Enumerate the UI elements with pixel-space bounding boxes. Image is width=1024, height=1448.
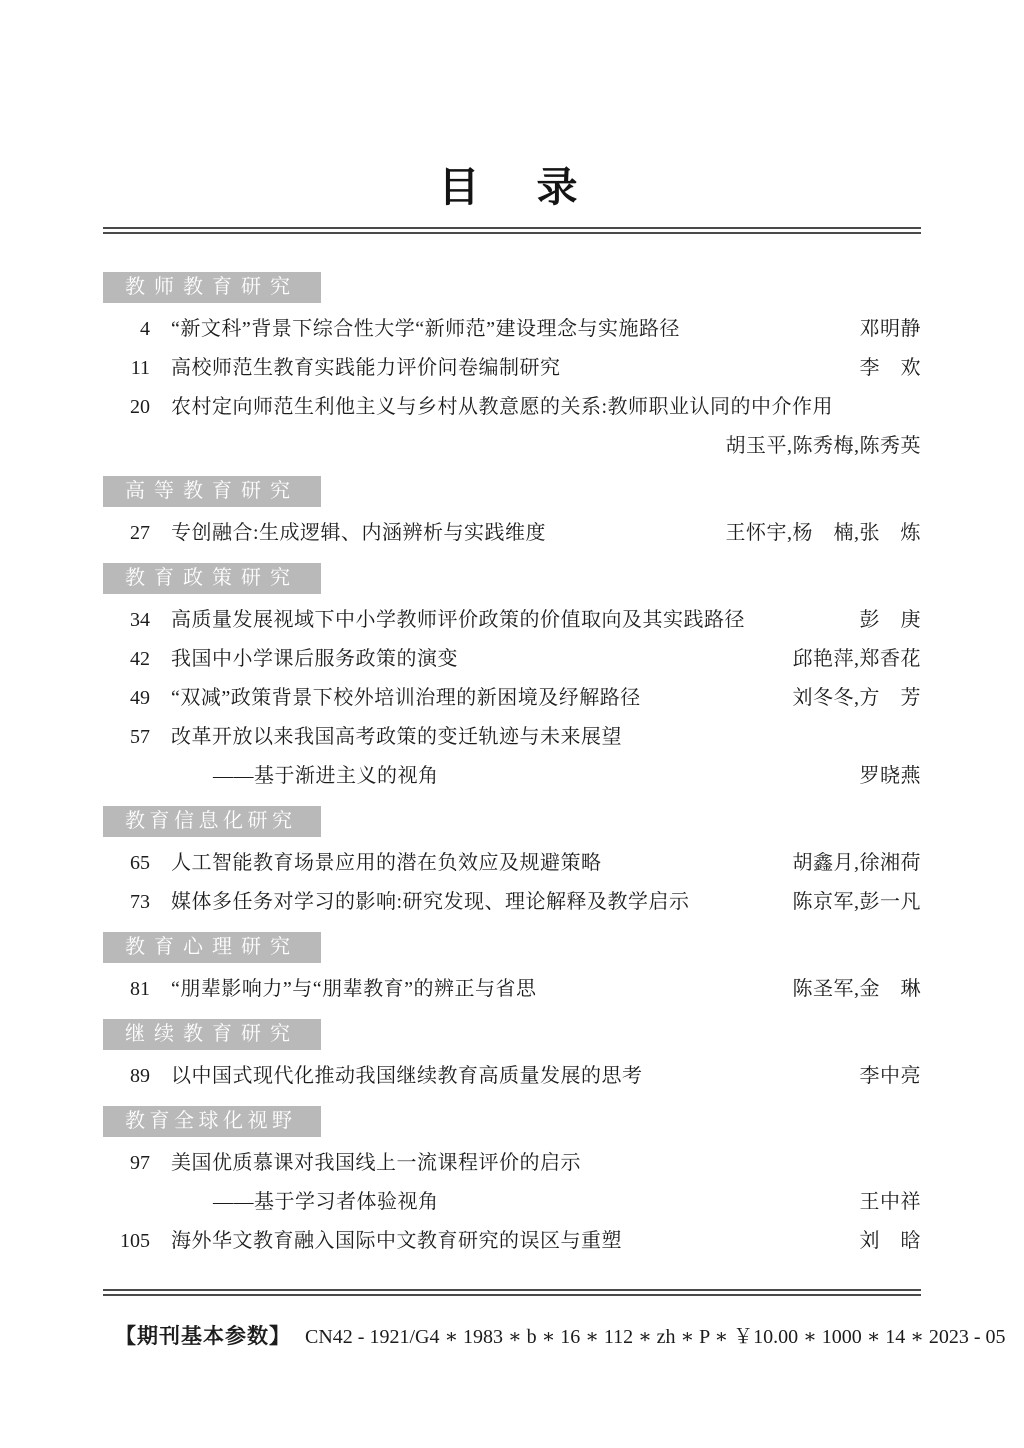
entry-title: “朋辈影响力”与“朋辈教育”的辨正与省思 — [171, 978, 537, 1000]
journal-parameters-footer — [103, 1320, 1006, 1350]
entry-page-number: 57 — [130, 726, 150, 748]
toc-entry-row — [103, 890, 921, 914]
entry-authors: 胡鑫月,徐湘荷 — [792, 852, 921, 874]
section-header-education-informatization-research — [103, 806, 321, 837]
section-header-educational-psychology-research — [103, 932, 321, 963]
entry-page-number: 11 — [130, 357, 150, 379]
toc-entry-authors-row — [103, 434, 921, 458]
entry-authors: 李中亮 — [859, 1065, 921, 1087]
bottom-double-rule — [103, 1289, 921, 1296]
entry-authors: 刘 晗 — [859, 1230, 921, 1252]
entry-title: 改革开放以来我国高考政策的变迁轨迹与未来展望 — [171, 726, 622, 748]
entry-subtitle: ——基于渐进主义的视角 — [213, 765, 439, 787]
entry-authors: 邓明静 — [859, 318, 921, 340]
entry-authors: 邱艳萍,郑香花 — [792, 648, 921, 670]
toc-entry-row — [103, 1064, 921, 1088]
entry-title: 农村定向师范生利他主义与乡村从教意愿的关系:教师职业认同的中介作用 — [171, 396, 834, 418]
entry-authors: 刘冬冬,方 芳 — [792, 687, 921, 709]
entry-page-number: 49 — [130, 687, 150, 709]
section-header-label: 教育全球化视野 — [125, 1110, 297, 1132]
entry-authors: 陈圣军,金 琳 — [792, 978, 921, 1000]
entry-page-number: 65 — [130, 852, 150, 874]
entry-title: 以中国式现代化推动我国继续教育高质量发展的思考 — [171, 1065, 643, 1087]
entry-authors: 罗晓燕 — [859, 765, 921, 787]
entry-title: 高质量发展视域下中小学教师评价政策的价值取向及其实践路径 — [171, 609, 745, 631]
section-header-continuing-education-research — [103, 1019, 321, 1050]
toc-entry-row — [103, 647, 921, 671]
entry-authors: 彭 庚 — [859, 609, 921, 631]
journal-parameters-label: 【期刊基本参数】 — [115, 1325, 291, 1348]
toc-entry-row — [103, 977, 921, 1001]
entry-subtitle: ——基于学习者体验视角 — [213, 1191, 439, 1213]
section-header-label: 继续教育研究 — [125, 1023, 299, 1045]
section-header-label: 教育心理研究 — [125, 936, 299, 958]
toc-entry-row — [103, 521, 921, 545]
section-header-label: 教育信息化研究 — [125, 810, 297, 832]
entry-authors: 胡玉平,陈秀梅,陈秀英 — [725, 435, 921, 457]
journal-parameters-value: CN42 - 1921/G4 ∗ 1983 ∗ b ∗ 16 ∗ 112 ∗ zh ∗ P ∗ ￥10.00 ∗ 1000 ∗ 14 ∗ 2023 - 05 — [305, 1326, 1006, 1348]
entry-page-number: 42 — [130, 648, 150, 670]
section-header-education-policy-research — [103, 563, 321, 594]
entry-title: 美国优质慕课对我国线上一流课程评价的启示 — [171, 1152, 581, 1174]
toc-entry-row — [103, 725, 921, 749]
toc-entry-row — [103, 356, 921, 380]
entry-title: 海外华文教育融入国际中文教育研究的误区与重塑 — [171, 1230, 622, 1252]
entry-title: “新文科”背景下综合性大学“新师范”建设理念与实施路径 — [171, 318, 681, 340]
toc-entry-subtitle-row — [103, 1190, 921, 1214]
toc-entry-row — [103, 608, 921, 632]
toc-entry-row — [103, 317, 921, 341]
section-header-higher-education-research — [103, 476, 321, 507]
section-header-label: 教育政策研究 — [125, 567, 299, 589]
entry-title: “双减”政策背景下校外培训治理的新困境及纾解路径 — [171, 687, 641, 709]
entry-authors: 李 欢 — [859, 357, 921, 379]
section-header-teacher-education-research — [103, 272, 321, 303]
entry-title: 我国中小学课后服务政策的演变 — [171, 648, 458, 670]
entry-page-number: 73 — [130, 891, 150, 913]
toc-entry-subtitle-row — [103, 764, 921, 788]
section-header-label: 高等教育研究 — [125, 480, 299, 502]
toc-entry-row — [103, 1229, 921, 1253]
entry-page-number: 81 — [130, 978, 150, 1000]
entry-page-number: 97 — [130, 1152, 150, 1174]
section-header-label: 教师教育研究 — [125, 276, 299, 298]
entry-title: 专创融合:生成逻辑、内涵辨析与实践维度 — [171, 522, 547, 544]
entry-authors: 王怀宇,杨 楠,张 炼 — [725, 522, 921, 544]
entry-page-number: 20 — [130, 396, 150, 418]
entry-title: 媒体多任务对学习的影响:研究发现、理论解释及教学启示 — [171, 891, 690, 913]
page-title: 目 录 — [438, 164, 586, 210]
entry-title: 高校师范生教育实践能力评价问卷编制研究 — [171, 357, 561, 379]
toc-entry-row — [103, 1151, 921, 1175]
entry-title: 人工智能教育场景应用的潜在负效应及规避策略 — [171, 852, 602, 874]
top-double-rule — [103, 227, 921, 234]
entry-page-number: 105 — [120, 1230, 150, 1252]
toc-entry-row — [103, 395, 921, 419]
section-header-education-globalization-perspective — [103, 1106, 321, 1137]
entry-page-number: 89 — [130, 1065, 150, 1087]
entry-authors: 陈京军,彭一凡 — [792, 891, 921, 913]
entry-page-number: 4 — [140, 318, 150, 340]
entry-page-number: 27 — [130, 522, 150, 544]
entry-authors: 王中祥 — [859, 1191, 921, 1213]
entry-page-number: 34 — [130, 609, 150, 631]
toc-entry-row — [103, 686, 921, 710]
toc-entry-row — [103, 851, 921, 875]
